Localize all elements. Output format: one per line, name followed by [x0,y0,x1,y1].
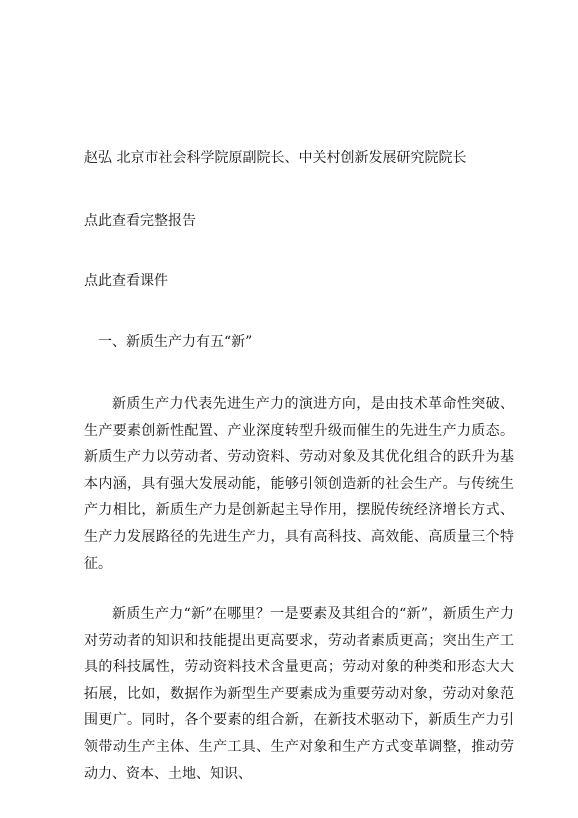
courseware-link[interactable]: 点此查看课件 [84,273,168,289]
author-line: 赵弘 北京市社会科学院原副院长、中关村创新发展研究院院长 [84,150,467,166]
section-heading: 一、新质生产力有五“新” [98,334,253,350]
full-report-link[interactable]: 点此查看完整报告 [84,213,196,229]
paragraph-2: 新质生产力“新”在哪里？一是要素及其组合的“新”，新质生产力对劳动者的知识和技能提出更高要求，劳动者素质更高；突出生产工具的科技属性，劳动资料技术含量更高；劳动对象的种类和形态大大拓展，比如，数据作为新型生产要素成为重要劳动对象，劳动对象范围更广。同时，各个要素的组合新，在新技术驱动下，新质生产力引领带动生产主体、生产工具、生产对象和生产方式变革调整，推动劳动力、资本、土地、知识、 [84,606,514,782]
paragraph-1: 新质生产力代表先进生产力的演进方向，是由技术革命性突破、生产要素创新性配置、产业深度转型升级而催生的先进生产力质态。新质生产力以劳动者、劳动资料、劳动对象及其优化组合的跃升为基本内涵，具有强大发展动能，能够引领创造新的社会生产。与传统生产力相比，新质生产力是创新起主导作用，摆脱传统经济增长方式、生产力发展路径的先进生产力，具有高科技、高效能、高质量三个特征。 [84,396,514,572]
